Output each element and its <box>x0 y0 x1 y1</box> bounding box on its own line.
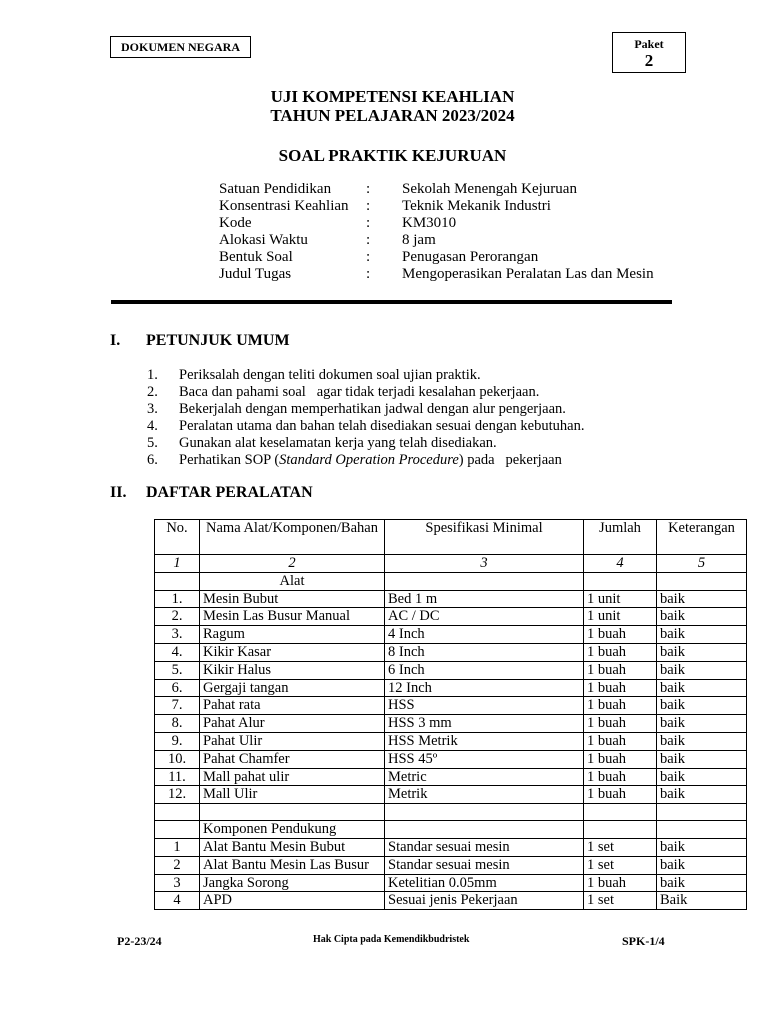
column-number: 2 <box>200 555 385 573</box>
table-cell: 1 buah <box>584 874 657 892</box>
table-cell: Mesin Bubut <box>200 590 385 608</box>
table-group-row <box>155 572 747 590</box>
table-cell: Kikir Kasar <box>200 643 385 661</box>
info-sep: : <box>366 266 371 282</box>
table-cell: 7. <box>155 697 200 715</box>
list-item-text: Bekerjalah dengan memperhatikan jadwal dengan alur pengerjaan. <box>179 401 566 417</box>
info-value: Mengoperasikan Peralatan Las dan Mesin <box>402 266 654 282</box>
list-item-number: 1. <box>147 367 158 383</box>
info-row <box>219 181 654 198</box>
table-cell: 1 set <box>584 856 657 874</box>
info-key: Kode <box>219 215 252 231</box>
list-item-text: Gunakan alat keselamatan kerja yang telah disediakan. <box>179 435 497 451</box>
table-cell: Kikir Halus <box>200 661 385 679</box>
column-header: Spesifikasi Minimal <box>385 520 584 555</box>
paket-box <box>612 32 686 73</box>
paket-label: Paket <box>634 37 664 51</box>
table-row <box>155 838 747 856</box>
table-cell: Jangka Sorong <box>200 874 385 892</box>
table-cell: 1 unit <box>584 608 657 626</box>
column-header: Nama Alat/Komponen/Bahan <box>200 520 385 555</box>
table-cell: baik <box>657 661 747 679</box>
horizontal-rule <box>111 300 672 304</box>
column-number: 5 <box>657 555 747 573</box>
table-cell: 8. <box>155 715 200 733</box>
table-row <box>155 626 747 644</box>
table-cell: Mall pahat ulir <box>200 768 385 786</box>
table-cell: 1 buah <box>584 697 657 715</box>
title-line2: TAHUN PELAJARAN 2023/2024 <box>270 106 515 125</box>
footer-copyright: Hak Cipta pada Kemendikbudristek <box>313 934 470 945</box>
table-cell: 5. <box>155 661 200 679</box>
info-key: Bentuk Soal <box>219 249 293 265</box>
table-cell: 2 <box>155 856 200 874</box>
table-cell: 1 buah <box>584 768 657 786</box>
list-item-number: 6. <box>147 452 158 468</box>
list-item <box>147 401 584 418</box>
table-cell <box>200 804 385 821</box>
section1-title: PETUNJUK UMUM <box>146 332 290 349</box>
table-cell: baik <box>657 786 747 804</box>
table-row <box>155 786 747 804</box>
doc-label-box <box>110 36 251 58</box>
table-cell: baik <box>657 732 747 750</box>
instructions-list <box>147 367 584 469</box>
table-cell: 1. <box>155 590 200 608</box>
table-row <box>155 715 747 733</box>
list-item-text: Periksalah dengan teliti dokumen soal ujian praktik. <box>179 367 481 383</box>
info-row <box>219 198 654 215</box>
table-cell: HSS 3 mm <box>385 715 584 733</box>
table-cell: 11. <box>155 768 200 786</box>
table-cell: 1 buah <box>584 661 657 679</box>
list-item <box>147 452 584 469</box>
table-cell: AC / DC <box>385 608 584 626</box>
table-cell: Bed 1 m <box>385 590 584 608</box>
info-value: Penugasan Perorangan <box>402 249 539 265</box>
info-key: Satuan Pendidikan <box>219 181 332 197</box>
table-cell: 1 unit <box>584 590 657 608</box>
list-item-text: Baca dan pahami soal agar tidak terjadi kesalahan pekerjaan. <box>179 384 540 400</box>
list-item <box>147 367 584 384</box>
info-sep: : <box>366 232 371 248</box>
column-number: 1 <box>155 555 200 573</box>
footer-code: P2-23/24 <box>117 934 162 948</box>
table-cell: HSS 45º <box>385 750 584 768</box>
column-header: Keterangan <box>657 520 747 555</box>
table-cell: baik <box>657 874 747 892</box>
info-row <box>219 215 654 232</box>
table-cell: Gergaji tangan <box>200 679 385 697</box>
section1-number: I. <box>110 332 121 349</box>
table-cell: Metrik <box>385 786 584 804</box>
info-value: KM3010 <box>402 215 457 231</box>
list-item-number: 5. <box>147 435 158 451</box>
table-cell: 3 <box>155 874 200 892</box>
footer-page: SPK-1/4 <box>622 934 665 948</box>
table-cell: baik <box>657 608 747 626</box>
table-cell: 1 buah <box>584 643 657 661</box>
table-cell <box>657 821 747 839</box>
info-row <box>219 249 654 266</box>
section1-heading <box>110 332 290 350</box>
table-cell: 10. <box>155 750 200 768</box>
table-cell: 1 <box>155 838 200 856</box>
table-row <box>155 643 747 661</box>
table-cell <box>657 572 747 590</box>
column-number: 3 <box>385 555 584 573</box>
list-item <box>147 418 584 435</box>
table-group-row <box>155 821 747 839</box>
table-cell: 2. <box>155 608 200 626</box>
list-item-number: 3. <box>147 401 158 417</box>
info-key: Konsentrasi Keahlian <box>219 198 349 214</box>
table-column-number-row <box>155 555 747 573</box>
info-sep: : <box>366 249 371 265</box>
table-cell: Baik <box>657 892 747 910</box>
table-row <box>155 732 747 750</box>
table-cell: baik <box>657 838 747 856</box>
list-item-text: ) pada pekerjaan <box>458 452 562 468</box>
table-cell: HSS <box>385 697 584 715</box>
group-label-alat: Alat <box>200 572 385 590</box>
table-cell: 1 buah <box>584 732 657 750</box>
section2-number: II. <box>110 484 127 501</box>
title-line1: UJI KOMPETENSI KEAHLIAN <box>270 87 515 106</box>
table-row <box>155 697 747 715</box>
table-row <box>155 608 747 626</box>
table-cell: baik <box>657 697 747 715</box>
info-sep: : <box>366 215 371 231</box>
table-cell: 1 set <box>584 892 657 910</box>
list-item-text: Perhatikan SOP ( <box>179 452 280 468</box>
table-cell: Pahat Ulir <box>200 732 385 750</box>
table-cell: Sesuai jenis Pekerjaan <box>385 892 584 910</box>
table-row <box>155 856 747 874</box>
table-header-row <box>155 520 747 555</box>
table-row <box>155 750 747 768</box>
table-cell: Pahat rata <box>200 697 385 715</box>
table-cell: 6 Inch <box>385 661 584 679</box>
column-header: Jumlah <box>584 520 657 555</box>
table-cell: Mall Ulir <box>200 786 385 804</box>
equipment-table <box>154 519 747 910</box>
table-cell: baik <box>657 679 747 697</box>
section2-heading <box>110 484 313 502</box>
list-item-number: 4. <box>147 418 158 434</box>
table-cell: baik <box>657 590 747 608</box>
table-cell: 4 <box>155 892 200 910</box>
doc-label: DOKUMEN NEGARA <box>121 40 240 54</box>
list-item-text: Peralatan utama dan bahan telah disediakan sesuai dengan kebutuhan. <box>179 418 585 434</box>
table-cell: Ragum <box>200 626 385 644</box>
table-cell: 1 buah <box>584 679 657 697</box>
table-cell: 12 Inch <box>385 679 584 697</box>
table-cell: 1 buah <box>584 626 657 644</box>
table-row <box>155 804 747 821</box>
title-line3: SOAL PRAKTIK KEJURUAN <box>278 146 507 165</box>
table-cell: 8 Inch <box>385 643 584 661</box>
table-cell: 4 Inch <box>385 626 584 644</box>
table-cell <box>155 821 200 839</box>
table-row <box>155 679 747 697</box>
info-key: Judul Tugas <box>219 266 292 282</box>
list-item <box>147 384 584 401</box>
table-cell: APD <box>200 892 385 910</box>
info-value: 8 jam <box>402 232 436 248</box>
table-cell: 3. <box>155 626 200 644</box>
table-cell: 6. <box>155 679 200 697</box>
table-cell: 9. <box>155 732 200 750</box>
table-row <box>155 874 747 892</box>
table-cell: baik <box>657 768 747 786</box>
table-cell: 4. <box>155 643 200 661</box>
info-block <box>219 181 654 283</box>
info-value: Teknik Mekanik Industri <box>402 198 551 214</box>
info-sep: : <box>366 181 371 197</box>
table-cell: Metric <box>385 768 584 786</box>
table-row <box>155 590 747 608</box>
table-cell <box>657 804 747 821</box>
table-cell <box>584 821 657 839</box>
table-cell: HSS Metrik <box>385 732 584 750</box>
table-cell: 1 buah <box>584 786 657 804</box>
list-item-italic: Standard Operation Procedure <box>279 452 459 468</box>
list-item-number: 2. <box>147 384 158 400</box>
table-cell: Standar sesuai mesin <box>385 856 584 874</box>
info-value: Sekolah Menengah Kejuruan <box>402 181 577 197</box>
table-cell <box>385 804 584 821</box>
info-row <box>219 232 654 249</box>
table-cell: 1 buah <box>584 750 657 768</box>
table-cell: Alat Bantu Mesin Bubut <box>200 838 385 856</box>
table-cell <box>385 572 584 590</box>
table-cell: 1 set <box>584 838 657 856</box>
table-row <box>155 892 747 910</box>
table-cell <box>584 572 657 590</box>
table-cell <box>155 572 200 590</box>
table-cell <box>584 804 657 821</box>
table-cell: baik <box>657 626 747 644</box>
table-row <box>155 661 747 679</box>
table-row <box>155 768 747 786</box>
table-cell: baik <box>657 750 747 768</box>
column-number: 4 <box>584 555 657 573</box>
column-header: No. <box>155 520 200 555</box>
list-item <box>147 435 584 452</box>
table-cell: baik <box>657 856 747 874</box>
info-key: Alokasi Waktu <box>219 232 308 248</box>
table-cell: 1 buah <box>584 715 657 733</box>
info-row <box>219 266 654 283</box>
table-cell: Ketelitian 0.05mm <box>385 874 584 892</box>
table-cell <box>385 821 584 839</box>
table-cell: baik <box>657 715 747 733</box>
table-cell: baik <box>657 643 747 661</box>
table-cell: Pahat Chamfer <box>200 750 385 768</box>
section2-title: DAFTAR PERALATAN <box>146 484 313 501</box>
table-cell: Standar sesuai mesin <box>385 838 584 856</box>
paket-number: 2 <box>644 51 654 70</box>
table-cell <box>155 804 200 821</box>
group-label-komponen: Komponen Pendukung <box>200 821 385 839</box>
table-cell: 12. <box>155 786 200 804</box>
table-cell: Pahat Alur <box>200 715 385 733</box>
table-cell: Alat Bantu Mesin Las Busur <box>200 856 385 874</box>
table-cell: Mesin Las Busur Manual <box>200 608 385 626</box>
info-sep: : <box>366 198 371 214</box>
